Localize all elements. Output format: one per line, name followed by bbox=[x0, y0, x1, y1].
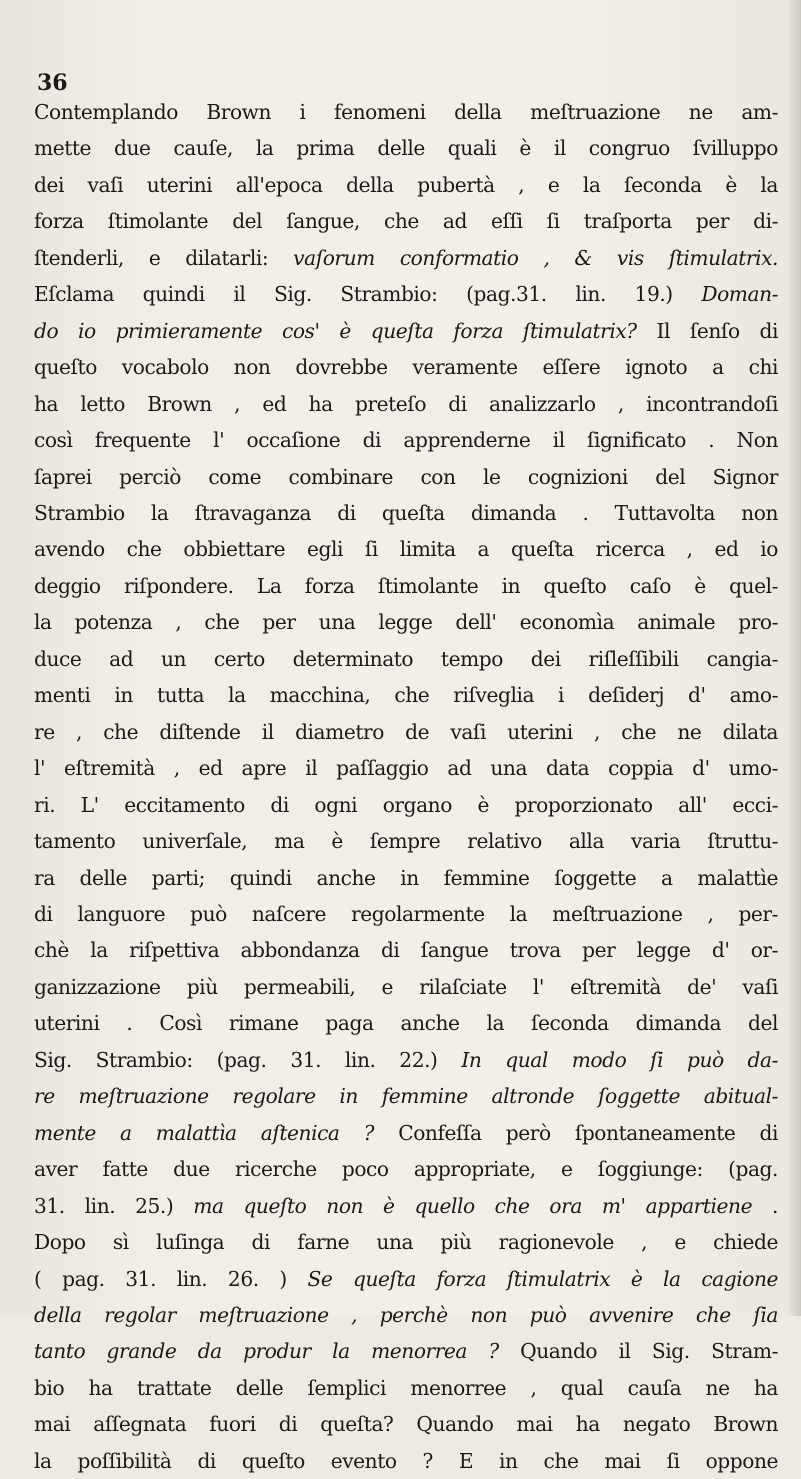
text-segment: avendo che obbiettare egli ſi limita a queſta ricerca , ed io bbox=[34, 537, 778, 562]
italic-text: tanto grande da produr la menorrea ? bbox=[34, 1339, 499, 1364]
text-line bbox=[34, 1188, 778, 1224]
text-segment: tamento univerſale, ma è ſempre relativo alla varia ſtruttu- bbox=[34, 829, 778, 854]
text-segment: così frequente l' occaſione di apprenderne il ſignificato . Non bbox=[34, 428, 778, 453]
text-line bbox=[34, 459, 778, 495]
text-line bbox=[34, 1297, 778, 1333]
text-segment: ra delle parti; quindi anche in femmine ſoggette a malattìe bbox=[34, 865, 778, 890]
text-segment: menti in tutta la macchina, che riſveglia i deſiderj d' amo- bbox=[34, 683, 778, 708]
text-segment: Confeſſa però ſpontaneamente di bbox=[374, 1120, 778, 1145]
italic-text: vaſorum conformatio , & vis ſtimulatrix. bbox=[293, 245, 779, 270]
text-segment: re , che diſtende il diametro de vaſi uterini , che ne dilata bbox=[34, 719, 778, 744]
text-line bbox=[34, 386, 778, 422]
text-line bbox=[34, 860, 778, 896]
text-segment: ha letto Brown , ed ha preteſo di analizzarlo , incontrandoſi bbox=[34, 391, 778, 416]
text-segment: ſtenderli, e dilatarli: bbox=[34, 245, 294, 270]
text-line bbox=[34, 823, 778, 859]
text-line bbox=[34, 1333, 778, 1369]
page-edge-shadow bbox=[787, 0, 801, 1316]
text-line bbox=[34, 896, 778, 932]
italic-text: ma queſto non è quello che ora m' appartiene bbox=[193, 1193, 753, 1218]
text-line bbox=[34, 932, 778, 968]
text-line bbox=[34, 130, 778, 166]
text-segment: la potenza , che per una legge dell' economìa animale pro- bbox=[34, 610, 778, 635]
text-line bbox=[34, 714, 778, 750]
italic-text: In qual modo ſi può da- bbox=[461, 1047, 778, 1072]
text-line bbox=[34, 422, 778, 458]
text-segment: ri. L' eccitamento di ogni organo è proporzionato all' ecci- bbox=[34, 792, 778, 817]
text-line bbox=[34, 1078, 778, 1114]
text-segment: aver fatte due ricerche poco appropriate, e ſoggiunge: (pag. bbox=[34, 1157, 778, 1182]
text-line bbox=[34, 1443, 778, 1479]
text-line bbox=[34, 1151, 778, 1187]
text-line bbox=[34, 1115, 778, 1151]
text-line bbox=[34, 677, 778, 713]
text-segment: duce ad un certo determinato tempo dei riſleſſibili cangia- bbox=[34, 646, 778, 671]
text-line bbox=[34, 1261, 778, 1297]
text-segment: uterini . Così rimane paga anche la ſeconda dimanda del bbox=[34, 1011, 778, 1036]
text-line bbox=[34, 1042, 778, 1078]
text-line bbox=[34, 1224, 778, 1260]
text-line bbox=[34, 203, 778, 239]
text-line bbox=[34, 969, 778, 1005]
text-segment: forza ſtimolante del ſangue, che ad eſſi ſi traſporta per di- bbox=[34, 209, 778, 234]
text-segment: la poſſibilità di queſto evento ? E in che mai ſi oppone bbox=[34, 1448, 778, 1473]
text-segment: dei vaſi uterini all'epoca della pubertà , e la ſeconda è la bbox=[34, 172, 778, 197]
text-line bbox=[34, 495, 778, 531]
italic-text: re meſtruazione regolare in femmine altronde ſoggette abitual- bbox=[34, 1084, 778, 1109]
text-line bbox=[34, 568, 778, 604]
text-line bbox=[34, 1406, 778, 1442]
text-segment: mette due cauſe, la prima delle quali è il congruo ſvilluppo bbox=[34, 136, 778, 161]
italic-text: mente a malattìa aſtenica ? bbox=[34, 1120, 375, 1145]
italic-text: Se queſta forza ſtimulatrix è la cagione bbox=[307, 1266, 778, 1291]
text-segment: ganizzazione più permeabili, e rilaſciate l' eſtremità de' vaſi bbox=[34, 974, 778, 999]
text-line bbox=[34, 94, 778, 130]
text-segment: Dopo sì luſinga di farne una più ragionevole , e chiede bbox=[34, 1230, 778, 1255]
text-line bbox=[34, 276, 778, 312]
text-line bbox=[34, 167, 778, 203]
text-line bbox=[34, 1370, 778, 1406]
text-line bbox=[34, 787, 778, 823]
text-segment: di languore può naſcere regolarmente la meſtruazione , per- bbox=[34, 901, 778, 926]
text-segment: queſto vocabolo non dovrebbe veramente eſſere ignoto a chi bbox=[34, 355, 778, 380]
body-text bbox=[34, 94, 778, 1479]
italic-text: Doman- bbox=[701, 282, 778, 307]
text-line bbox=[34, 531, 778, 567]
text-segment: Eſclama quindi il Sig. Strambio: (pag.31. lin. 19.) bbox=[34, 282, 702, 307]
text-line bbox=[34, 349, 778, 385]
text-segment: Quando il Sig. Stram- bbox=[498, 1339, 778, 1364]
italic-text: do io primieramente cos' è queſta forza ſtimulatrix? bbox=[34, 318, 637, 343]
italic-text: della regolar meſtruazione , perchè non può avvenire che ſia bbox=[34, 1302, 778, 1327]
text-segment: ſaprei perciò come combinare con le cognizioni del Signor bbox=[34, 464, 778, 489]
text-line bbox=[34, 604, 778, 640]
text-segment: ( pag. 31. lin. 26. ) bbox=[34, 1266, 308, 1291]
text-line bbox=[34, 313, 778, 349]
page-number: 36 bbox=[37, 70, 68, 96]
text-line bbox=[34, 240, 778, 276]
text-segment: deggio riſpondere. La forza ſtimolante in queſto caſo è quel- bbox=[34, 573, 778, 598]
text-segment: l' eſtremità , ed apre il paſſaggio ad una data coppia d' umo- bbox=[34, 756, 778, 781]
text-segment: Sig. Strambio: (pag. 31. lin. 22.) bbox=[34, 1047, 462, 1072]
text-segment: 31. lin. 25.) bbox=[34, 1193, 194, 1218]
text-segment: Strambio la ſtravaganza di queſta dimanda . Tuttavolta non bbox=[34, 500, 778, 525]
text-segment: Il ſenſo di bbox=[636, 318, 778, 343]
text-segment: Contemplando Brown i fenomeni della meſtruazione ne am- bbox=[34, 100, 778, 124]
text-line bbox=[34, 641, 778, 677]
text-segment: chè la riſpettiva abbondanza di ſangue trova per legge d' or- bbox=[34, 938, 778, 963]
text-line bbox=[34, 750, 778, 786]
text-segment: mai aſſegnata fuori di queſta? Quando mai ha negato Brown bbox=[34, 1412, 778, 1437]
text-segment: bio ha trattate delle ſemplici menorree , qual cauſa ne ha bbox=[34, 1375, 778, 1400]
text-segment: . bbox=[752, 1193, 779, 1218]
text-line bbox=[34, 1005, 778, 1041]
